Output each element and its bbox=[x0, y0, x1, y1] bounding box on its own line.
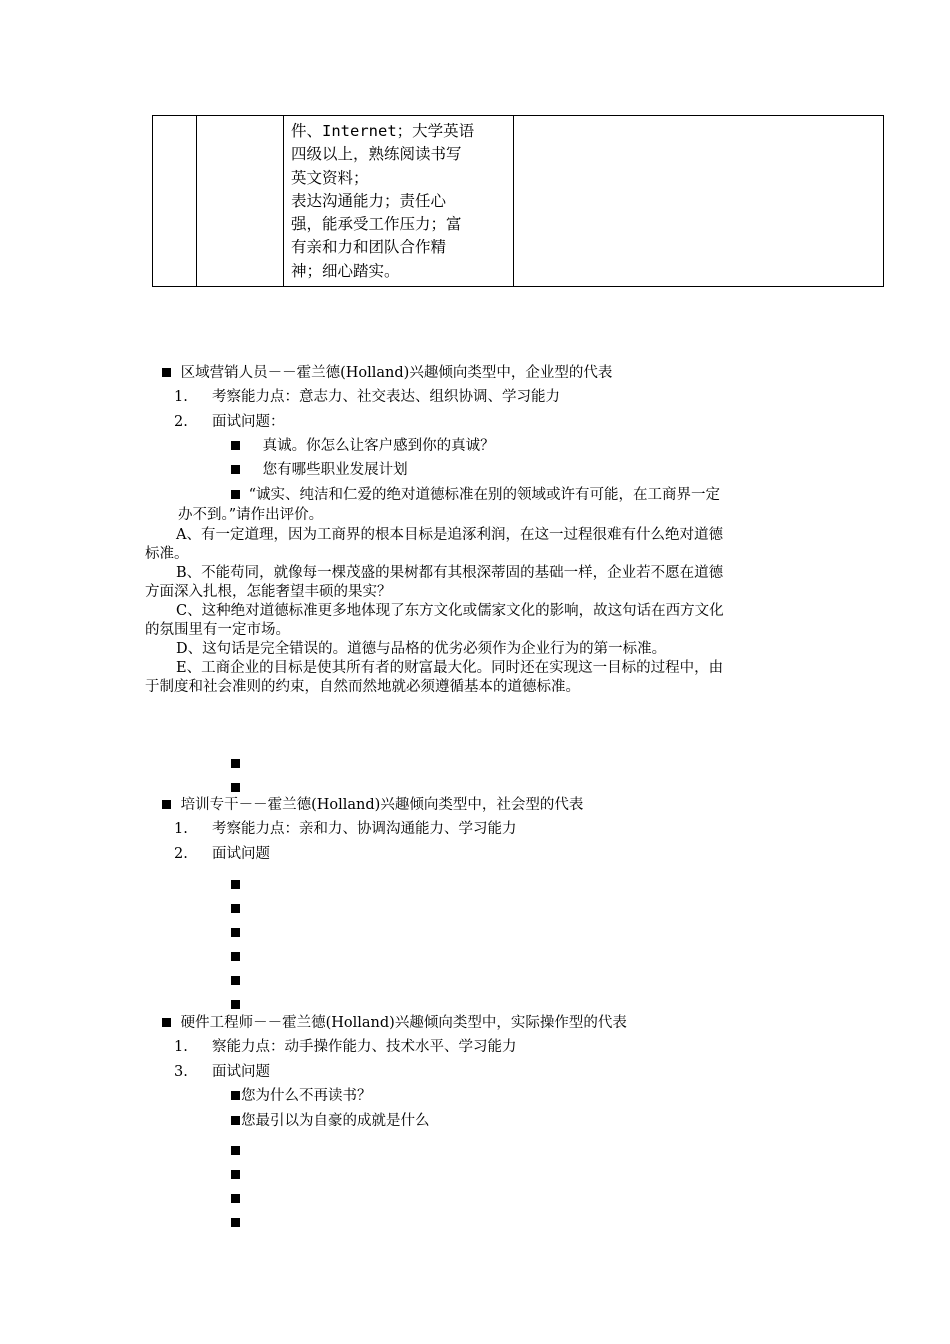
table-cell-line: 四级以上，熟练阅读书写 bbox=[291, 145, 462, 164]
table-cell-line: 神；细心踏实。 bbox=[291, 261, 400, 280]
bullet-square-icon bbox=[162, 800, 171, 809]
list-item-text: 面试问题： bbox=[212, 414, 285, 430]
list-item-number: 1. bbox=[174, 821, 188, 837]
list-item-text: 面试问题 bbox=[212, 846, 270, 862]
table-column-divider bbox=[196, 116, 197, 286]
list-item-number: 1. bbox=[174, 1039, 188, 1055]
question-item: 真诚。你怎么让客户感到你的真诚？ bbox=[231, 437, 495, 456]
bullet-square-icon bbox=[231, 1091, 240, 1100]
empty-bullet bbox=[231, 898, 240, 917]
list-item-text: 面试问题 bbox=[212, 1064, 270, 1080]
table-cell-line: 有亲和力和团队合作精 bbox=[291, 238, 447, 257]
empty-bullet bbox=[231, 970, 240, 989]
empty-bullet bbox=[231, 1212, 240, 1231]
empty-bullet bbox=[231, 946, 240, 965]
list-item-text: 考察能力点：亲和力、协调沟通能力、学习能力 bbox=[212, 821, 517, 837]
question-item: 您最引以为自豪的成就是什么 bbox=[231, 1112, 430, 1131]
bullet-square-icon bbox=[231, 490, 240, 499]
bullet-square-icon bbox=[231, 1194, 240, 1203]
option-c-continued: 的氛围里有一定市场。 bbox=[145, 622, 290, 638]
section-heading-hardware-engineer: 硬件工程师－－霍兰德(Holland)兴趣倾向类型中，实际操作型的代表 bbox=[162, 1014, 627, 1033]
option-d: D、这句话是完全错误的。道德与品格的优劣必须作为企业行为的第一标准。 bbox=[176, 641, 667, 657]
option-e: E、工商企业的目标是使其所有者的财富最大化。同时还在实现这一目标的过程中，由 bbox=[176, 660, 724, 676]
empty-bullet bbox=[231, 994, 240, 1013]
question-item: “诚实、纯洁和仁爱的绝对道德标准在别的领域或许有可能，在工商界一定 bbox=[231, 486, 720, 505]
table-cell-line: 英文资料； bbox=[291, 168, 369, 187]
empty-bullet bbox=[231, 753, 240, 772]
list-item-number: 2. bbox=[174, 846, 188, 862]
bullet-square-icon bbox=[231, 952, 240, 961]
bullet-square-icon bbox=[231, 880, 240, 889]
bullet-square-icon bbox=[231, 441, 240, 450]
bullet-square-icon bbox=[231, 1000, 240, 1009]
question-item: 您有哪些职业发展计划 bbox=[231, 461, 408, 480]
bullet-square-icon bbox=[231, 1218, 240, 1227]
list-item-number: 3. bbox=[174, 1064, 188, 1080]
empty-bullet bbox=[231, 874, 240, 893]
requirements-table bbox=[152, 115, 884, 287]
empty-bullet bbox=[231, 1188, 240, 1207]
bullet-square-icon bbox=[162, 1018, 171, 1027]
empty-bullet bbox=[231, 1140, 240, 1159]
list-item-number: 1. bbox=[174, 389, 188, 405]
table-cell-line: 强，能承受工作压力；富 bbox=[291, 215, 462, 234]
option-c: C、这种绝对道德标准更多地体现了东方文化或儒家文化的影响，故这句话在西方文化 bbox=[176, 603, 724, 619]
bullet-square-icon bbox=[231, 759, 240, 768]
question-text-continued: 办不到。”请作出评价。 bbox=[178, 507, 324, 523]
empty-bullet bbox=[231, 777, 240, 796]
option-b: B、不能苟同，就像每一棵茂盛的果树都有其根深蒂固的基础一样，企业若不愿在道德 bbox=[176, 565, 724, 581]
list-item-number: 2. bbox=[174, 414, 188, 430]
bullet-square-icon bbox=[162, 368, 171, 377]
option-a-continued: 标准。 bbox=[145, 546, 189, 562]
section-heading-regional-sales: 区域营销人员－－霍兰德(Holland)兴趣倾向类型中，企业型的代表 bbox=[162, 364, 612, 383]
bullet-square-icon bbox=[231, 1146, 240, 1155]
bullet-square-icon bbox=[231, 976, 240, 985]
section-heading-training: 培训专干－－霍兰德(Holland)兴趣倾向类型中，社会型的代表 bbox=[162, 796, 583, 815]
bullet-square-icon bbox=[231, 783, 240, 792]
bullet-square-icon bbox=[231, 465, 240, 474]
empty-bullet bbox=[231, 922, 240, 941]
question-item: 您为什么不再读书？ bbox=[231, 1087, 372, 1106]
table-column-divider bbox=[283, 116, 284, 286]
table-cell-requirements bbox=[291, 120, 515, 283]
table-cell-line: 件、Internet；大学英语 bbox=[291, 122, 475, 140]
bullet-square-icon bbox=[231, 1170, 240, 1179]
bullet-square-icon bbox=[231, 928, 240, 937]
bullet-square-icon bbox=[231, 904, 240, 913]
empty-bullet bbox=[231, 1164, 240, 1183]
list-item-text: 考察能力点：意志力、社交表达、组织协调、学习能力 bbox=[212, 389, 560, 405]
option-e-continued: 于制度和社会准则的约束，自然而然地就必须遵循基本的道德标准。 bbox=[145, 679, 580, 695]
bullet-square-icon bbox=[231, 1116, 240, 1125]
option-a: A、有一定道理，因为工商界的根本目标是追涿利润，在这一过程很难有什么绝对道德 bbox=[176, 527, 723, 543]
table-cell-line: 表达沟通能力；责任心 bbox=[291, 191, 447, 210]
list-item-text: 察能力点：动手操作能力、技术水平、学习能力 bbox=[212, 1039, 517, 1055]
option-b-continued: 方面深入扎根，怎能奢望丰硕的果实？ bbox=[145, 584, 392, 600]
